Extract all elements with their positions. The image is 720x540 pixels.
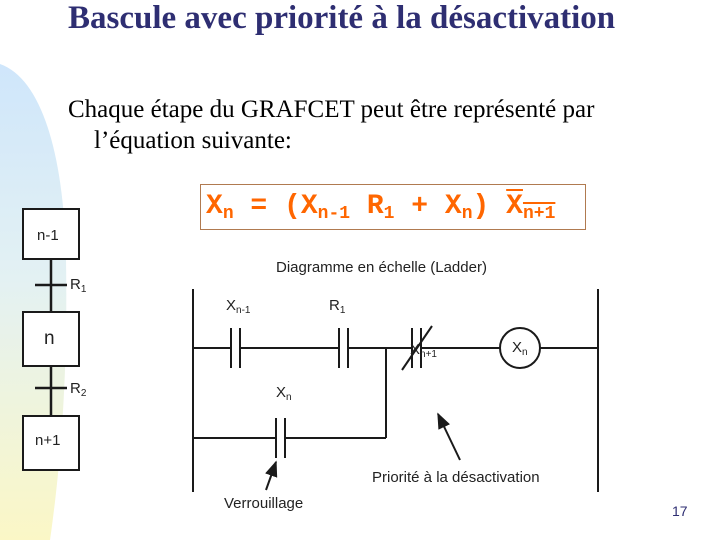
equation: $X_n = (X_{n-1}$ $R_1 + X_n$) $X_{n+1}$ xyxy=(206,191,556,224)
ladder-label-r1: $R_1$ xyxy=(329,297,346,316)
grafcet-r1-label: $R_1$ xyxy=(70,276,87,295)
latch-arrow xyxy=(266,462,276,490)
equation-x-n-latch: $X_n$ xyxy=(444,191,473,224)
grafcet-step-n-label: n xyxy=(44,328,55,349)
slide-title: Bascule avec priorité à la désactivation xyxy=(68,0,616,36)
page-number: 17 xyxy=(672,503,688,519)
ladder-label-x-n-latch: $X_n$ xyxy=(276,384,292,403)
grafcet-step-n-minus-1-label: n-1 xyxy=(37,227,59,244)
ladder-title: Diagramme en échelle (Ladder) xyxy=(276,259,487,276)
latch-label: Verrouillage xyxy=(224,495,304,512)
grafcet-step-n-plus-1-label: n+1 xyxy=(35,432,61,449)
body-text-line-2: l’équation suivante: xyxy=(94,127,292,154)
ladder-label-x-n-coil: $X_n$ xyxy=(512,339,528,358)
equation-x-n-minus-1: $X_{n-1}$ xyxy=(300,191,351,224)
ladder-label-x-n-plus-1: $X_{n+1}$ xyxy=(410,341,437,360)
equation-r1: $R_1$ xyxy=(350,191,395,224)
equation-x-n: $X_n$ xyxy=(206,191,234,224)
ladder-label-x-n-minus-1: $X_{n-1}$ xyxy=(226,297,251,316)
equation-x-n-plus-1-negated: $X_{n+1}$ xyxy=(506,191,556,224)
body-text-line-1: Chaque étape du GRAFCET peut être représenté par xyxy=(68,96,595,123)
grafcet-r2-label: $R_2$ xyxy=(70,380,87,399)
priority-arrow xyxy=(438,414,460,460)
priority-label: Priorité à la désactivation xyxy=(372,469,540,486)
